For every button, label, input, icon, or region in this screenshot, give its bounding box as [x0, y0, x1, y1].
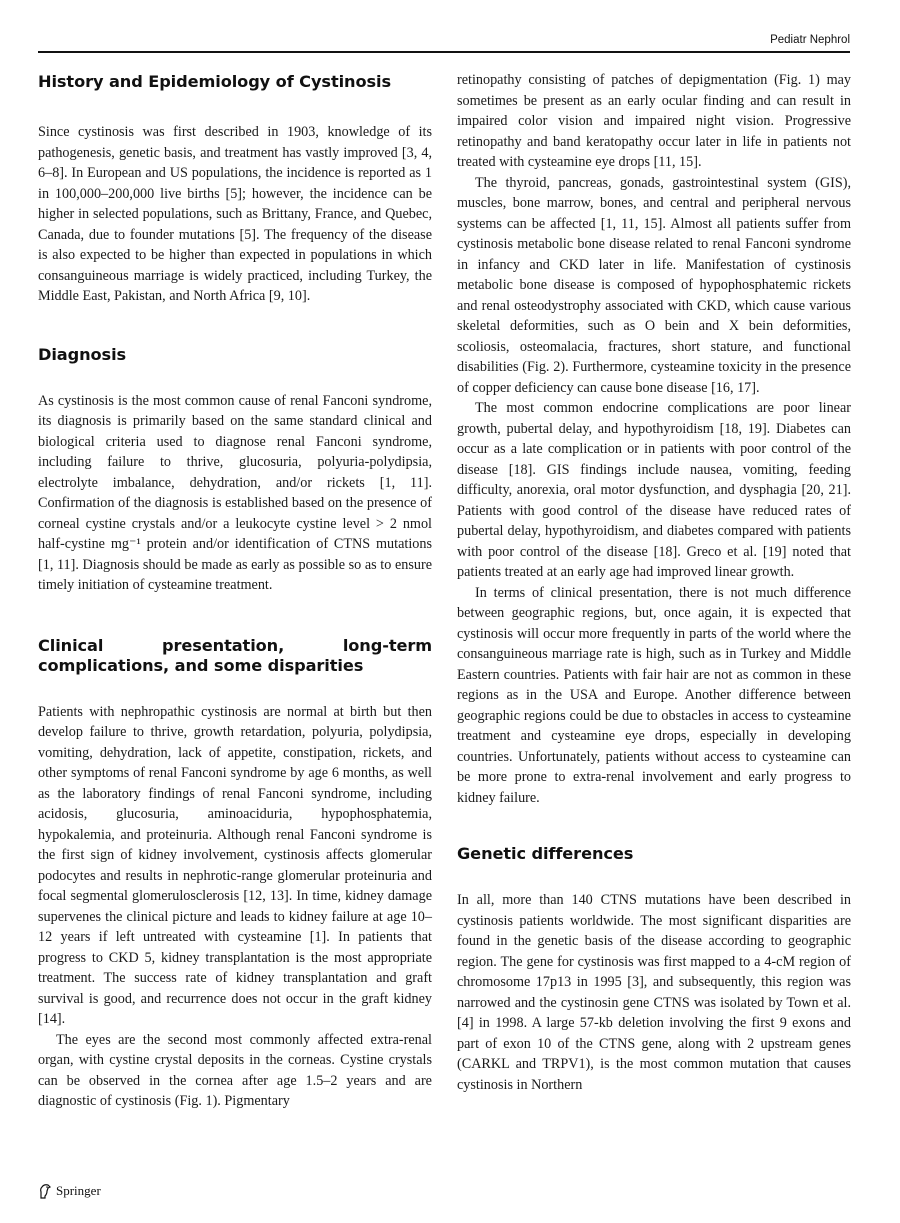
- publisher-name: Springer: [56, 1183, 101, 1198]
- paragraph-endocrine: The most common endocrine complications are poor linear growth, pubertal delay, and hypothyroidism [18, 19]. Diabetes can occur as a late complication or in patients with poor control of the disease [18]. GIS findings include nausea, vomiting, feeding difficulty, anorexia, oral motor dysfunction, and dysphagia [20, 21]. Patients with good control of the disease have reduced rates of pubertal delay, hypothyroidism, and diabetes compared with patients with poor control of the disease [18]. Greco et al. [19] noted that patients treated at an early age had improved linear growth.: [457, 400, 851, 580]
- journal-running-head: Pediatr Nephrol: [770, 34, 850, 46]
- section-heading-diagnosis: Diagnosis: [38, 344, 127, 364]
- section-heading-history: History and Epidemiology of Cystinosis: [38, 72, 391, 91]
- page-footer: [38, 1183, 101, 1199]
- paragraph-regional: In terms of clinical presentation, there is not much difference between geographic regions, but, once again, it is expected that cystinosis will occur more frequently in parts of the world where the consanguineous marriage rate is high, such as in Turkey and Middle Eastern countries. Patients with fair hair are not as common in these regions as in the USA and Europe. Another difference between geographic regions could be due to obstacles in access to cysteamine treatment and cysteamine eye drops, especially in developing countries. Unfortunately, patients without access to cysteamine can be more prone to extra-renal involvement and early progress to kidney failure.: [457, 584, 851, 806]
- spacer: [38, 676, 432, 702]
- left-column: [38, 72, 432, 1112]
- paragraph-diagnosis: As cystinosis is the most common cause of renal Fanconi syndrome, its diagnosis is primarily based on the same standard clinical and biological criteria used to diagnose renal Fanconi syndrome, including failure to thrive, glucosuria, polyuria-polydipsia, electrolyte imbalance, dehydration, and/or rickets [1, 11]. Confirmation of the diagnosis is established based on the presence of corneal cystine crystals and/or a leukocyte cystine level > 2 nmol half-cystine mg⁻¹ protein and/or identification of CTNS mutations [1, 11]. Diagnosis should be made as early as possible so as to ensure timely initiation of cysteamine treatment.: [38, 392, 432, 593]
- section-heading-genetic: Genetic differences: [457, 844, 634, 863]
- spacer: [38, 365, 432, 391]
- paragraph-genetic: In all, more than 140 CTNS mutations have been described in cystinosis patients worldwide. The most significant disparities are found in the genetic basis of the disease according to geographic region. The gene for cystinosis was first mapped to a 4-cM region of chromosome 17p13 in 1995 [3], and subsequently, this region was narrowed and the cystinosin gene CTNS was isolated by Town et al. [4] in 1998. A large 57-kb deletion involving the first 9 exons and part of exon 10 of the CTNS gene, along with 2 upstream genes (CARKL and TRPV1), is the most common mutation that causes cystinosis in Northern: [457, 892, 851, 1093]
- paragraph-retinopathy: retinopathy consisting of patches of depigmentation (Fig. 1) may sometimes be present as an early ocular finding and can result in impaired color vision and impaired night vision. Progressive retinopathy and band keratopathy occur later in life in patients not treated with cysteamine eye drops [11, 15].: [457, 72, 851, 170]
- paragraph-history: Since cystinosis was first described in 1903, knowledge of its pathogenesis, genetic basis, and treatment has vastly improved [3, 4, 6–8]. In European and US populations, the incidence is reported as 1 in 100,000–200,000 live births [5]; however, the incidence can be higher in selected populations, such as Brittany, France, and Quebec, Canada, due to founder mutations [5]. The frequency of the disease is also expected to be higher than expected in populations in which consanguineous marriage is widely practiced, including Turkey, the Middle East, Pakistan, and North Africa [9, 10].: [38, 124, 432, 304]
- paragraph-organs: The thyroid, pancreas, gonads, gastrointestinal system (GIS), muscles, bone marrow, bones, and central and peripheral nervous systems can be affected [1, 11, 15]. Almost all patients suffer from cystinosis metabolic bone disease related to renal Fanconi syndrome in infancy and CKD later in life. Manifestation of cystinosis metabolic bone disease is composed of hypophosphatemic rickets and renal osteodystrophy associated with CKD, which cause various skeletal deformities, such as O bein and X bein deformities, scoliosis, osteomalacia, fractures, short stature, and functional disabilities (Fig. 2). Furthermore, cysteamine toxicity in the presence of copper deficiency can cause bone disease [16, 17].: [457, 174, 851, 396]
- right-column: [457, 70, 851, 1095]
- paragraph-clinical-1: Patients with nephropathic cystinosis are normal at birth but then develop failure to thrive, growth retardation, polyuria, polydipsia, vomiting, dehydration, lack of appetite, constipation, rickets, and other symptoms of renal Fanconi syndrome by age 6 months, as well as the laboratory findings of renal Fanconi syndrome, including acidosis, glucosuria, aminoaciduria, hypophosphatemia, hypokalemia, and proteinuria. Although renal Fanconi syndrome is the first sign of kidney involvement, cystinosis affects glomerular podocytes and results in nephrotic-range glomerular proteinuria and focal segmental glomerulosclerosis [12, 13]. In time, kidney damage supervenes the clinical picture and leads to kidney failure at age 10–12 years if left untreated with cysteamine [1]. In patients that progress to CKD 5, kidney transplantation is the most appropriate treatment. The success rate of kidney transplantation and graft survival is good, and recurrence does not occur in the graft kidney [14].: [38, 703, 432, 1027]
- section-heading-clinical: Clinical presentation, long-term complications, and some disparities: [38, 635, 432, 675]
- header-rule: [38, 51, 850, 53]
- springer-horse-icon: [38, 1183, 52, 1199]
- spacer: [38, 92, 432, 122]
- paragraph-clinical-2: The eyes are the second most commonly affected extra-renal organ, with cystine crystal deposits in the corneas. Cystine crystals can be observed in the cornea after age 1.5–2 years and are diagnostic of cystinosis (Fig. 1). Pigmentary: [38, 1031, 432, 1109]
- spacer: [38, 307, 432, 345]
- spacer: [38, 596, 432, 636]
- spacer: [457, 808, 851, 844]
- spacer: [457, 864, 851, 890]
